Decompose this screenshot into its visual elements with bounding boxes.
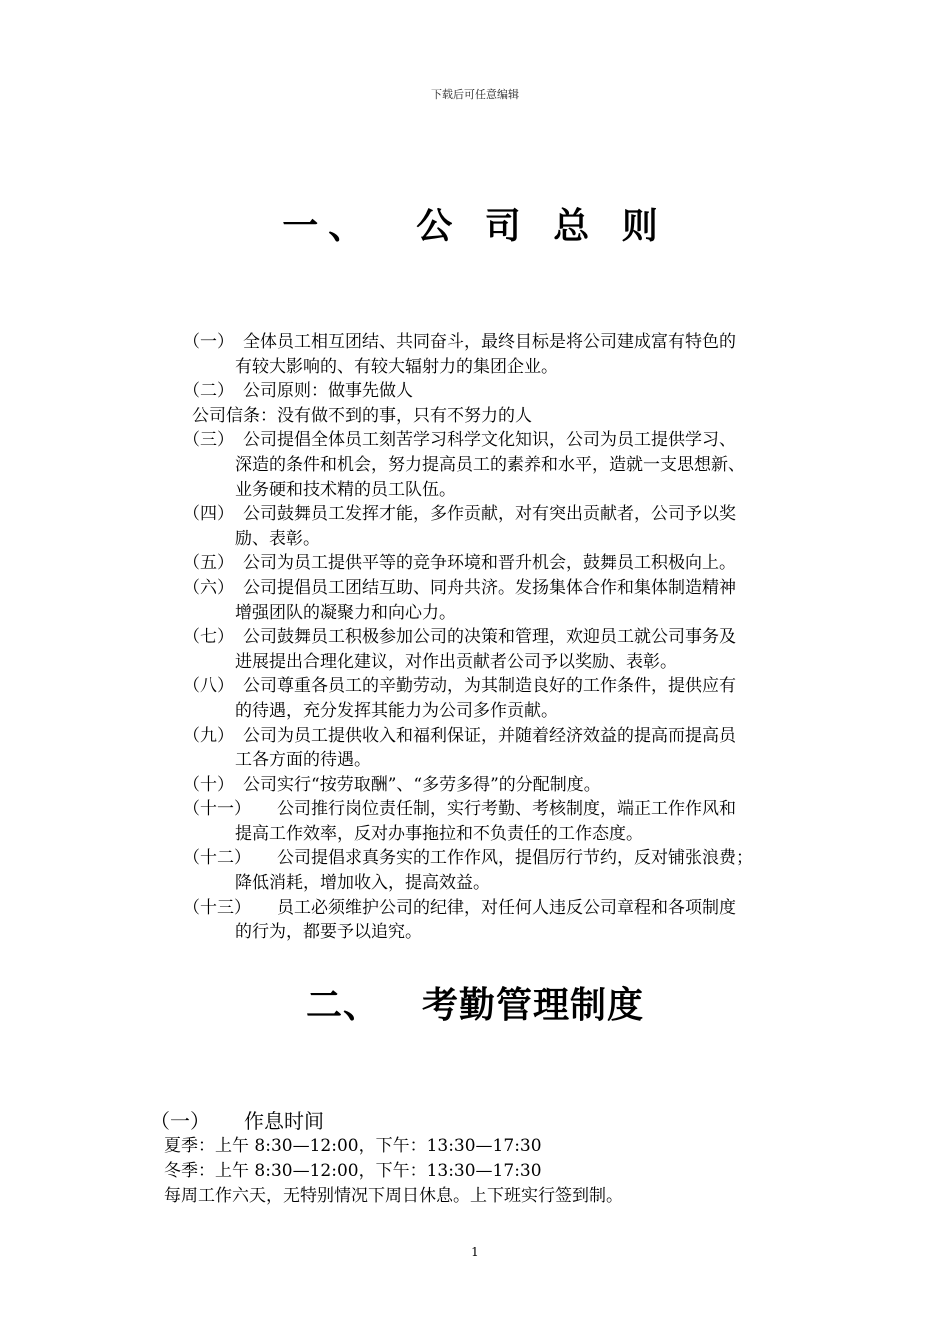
clause-item: [183, 773, 828, 798]
clause-text: 的待遇，充分发挥其能力为公司多作贡献。: [235, 700, 558, 721]
clause-item: [183, 896, 828, 945]
clause-text: 公司推行岗位责任制，实行考勤、考核制度，端正工作作风和: [277, 799, 736, 820]
clause-item: [183, 330, 828, 379]
clause-text: 提高工作效率，反对办事拖拉和不负责任的工作态度。: [235, 823, 643, 844]
clause-text: 公司提倡求真务实的工作作风，提倡厉行节约，反对铺张浪费；: [277, 848, 753, 869]
clause-text: 员工必须维护公司的纪律，对任何人违反公司章程和各项制度: [277, 897, 736, 918]
page-number: 1: [471, 1245, 479, 1259]
clause-number: （十一）: [183, 799, 251, 820]
subsection-heading: [150, 1108, 850, 1134]
general-rules-list: [183, 330, 828, 945]
clause-text: 降低消耗，增加收入，提高效益。: [235, 873, 490, 894]
clause-text: 公司为员工提供平等的竞争环境和晋升机会，鼓舞员工积极向上。: [243, 553, 736, 574]
clause-text: 励、表彰。: [235, 528, 320, 549]
clause-number: （三）: [183, 430, 234, 451]
clause-number: （十三）: [183, 897, 251, 918]
clause-item: [183, 797, 828, 846]
clause-item: [183, 428, 828, 502]
clause-text: 深造的条件和机会，努力提高员工的素养和水平，造就一支思想新、: [235, 454, 745, 475]
section-heading-attendance: [0, 984, 950, 1028]
clause-number: （一）: [183, 332, 234, 352]
clause-text: 公司尊重各员工的辛勤劳动，为其制造良好的工作条件，提供应有: [243, 676, 736, 697]
clause-text: 公司信条：没有做不到的事，只有不努力的人: [192, 405, 532, 426]
section-number: 一、: [282, 206, 375, 247]
clause-text: 增强团队的凝聚力和向心力。: [235, 602, 456, 623]
clause-text: 公司提倡员工团结互助、同舟共济。发扬集体合作和集体制造精神: [243, 577, 736, 598]
clause-text: 业务硬和技术精的员工队伍。: [235, 479, 456, 500]
clause-text: 公司鼓舞员工发挥才能，多作贡献，对有突出贡献者，公司予以奖: [243, 504, 736, 525]
clause-number: （八）: [183, 676, 234, 697]
clause-number: （十）: [183, 774, 234, 795]
clause-item: [183, 551, 828, 576]
clause-text: 全体员工相互团结、共同奋斗，最终目标是将公司建成富有特色的: [243, 332, 736, 352]
clause-text: 工各方面的待遇。: [235, 750, 371, 771]
clause-item: [183, 625, 828, 674]
clause-number: （四）: [183, 504, 234, 525]
summer-hours: 夏季：上午 8:30—12:00，下午：13:30—17:30: [164, 1136, 542, 1156]
weekly-schedule-note: 每周工作六天，无特别情况下周日休息。上下班实行签到制。: [164, 1186, 623, 1206]
clause-number: （六）: [183, 577, 234, 598]
clause-number: （十二）: [183, 848, 251, 869]
clause-item: [183, 724, 828, 773]
clause-number: （九）: [183, 725, 234, 746]
clause-number: （二）: [183, 381, 234, 402]
clause-number: （五）: [183, 553, 234, 574]
clause-item: [183, 404, 828, 429]
clause-text: 公司为员工提供收入和福利保证，并随着经济效益的提高而提高员: [243, 725, 736, 746]
clause-item: [183, 674, 828, 723]
work-schedule: [150, 1108, 850, 1209]
header-note: 下载后可任意编辑: [431, 88, 519, 101]
clause-text: 公司实行“按劳取酬”、“多劳多得”的分配制度。: [243, 774, 601, 795]
section-title: 公 司 总 则: [416, 206, 668, 247]
clause-text: 公司鼓舞员工积极参加公司的决策和管理，欢迎员工就公司事务及: [243, 627, 736, 648]
section-number: 二、: [305, 985, 380, 1026]
clause-item: [183, 379, 828, 404]
clause-text: 的行为，都要予以追究。: [235, 922, 422, 943]
clause-item: [183, 502, 828, 551]
clause-text: 有较大影响的、有较大辐射力的集团企业。: [235, 356, 558, 377]
clause-text: 进展提出合理化建议，对作出贡献者公司予以奖励、表彰。: [235, 651, 677, 672]
clause-item: [183, 846, 828, 895]
clause-text: 公司提倡全体员工刻苦学习科学文化知识，公司为员工提供学习、: [243, 430, 736, 451]
section-title: 考勤管理制度: [422, 985, 645, 1026]
section-heading-general-rules: [0, 205, 950, 249]
winter-hours: 冬季：上午 8:30—12:00，下午：13:30—17:30: [164, 1161, 542, 1181]
clause-item: [183, 576, 828, 625]
clause-number: （七）: [183, 627, 234, 648]
subsection-number: （一）: [150, 1109, 210, 1133]
subsection-title: 作息时间: [244, 1109, 324, 1133]
clause-text: 公司原则：做事先做人: [243, 381, 413, 402]
